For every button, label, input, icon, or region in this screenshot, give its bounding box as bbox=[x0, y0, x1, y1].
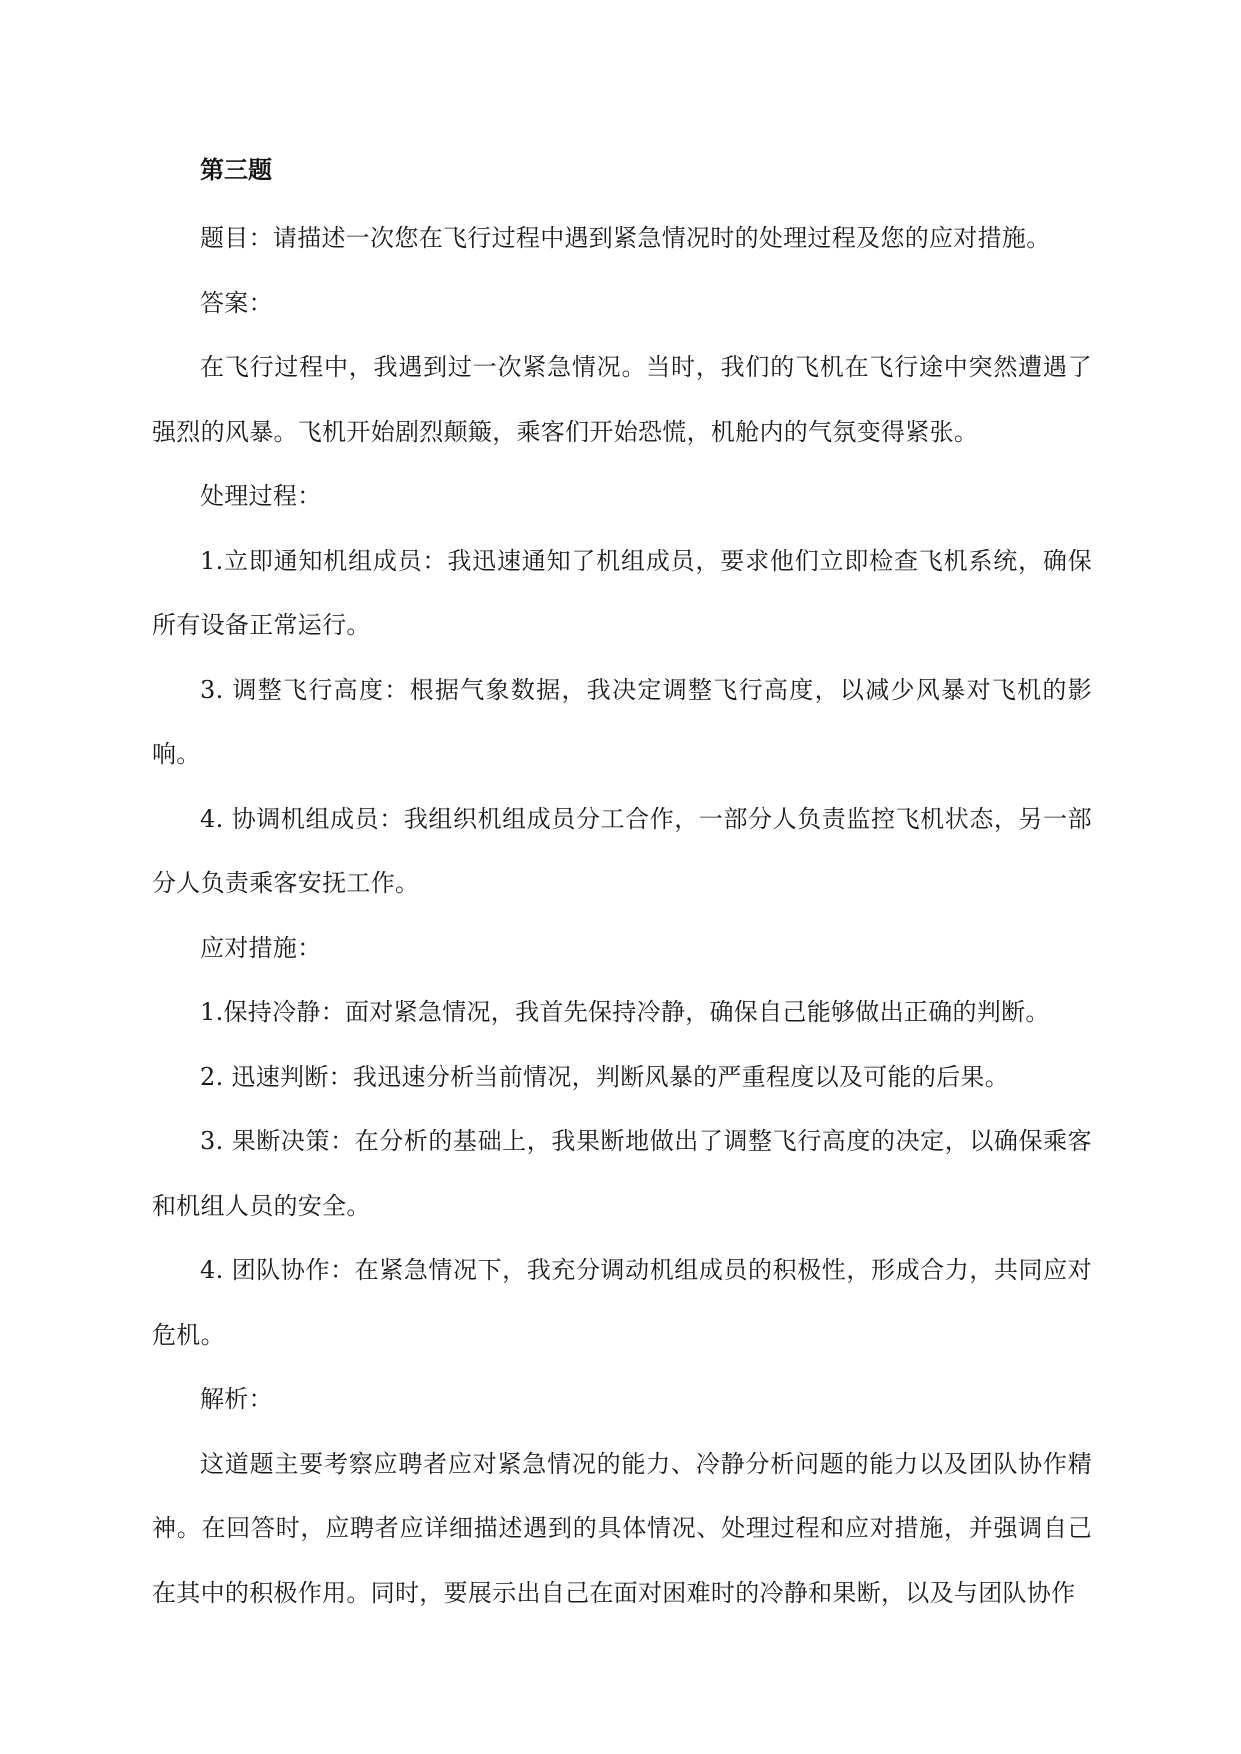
measure-item-2: 2. 迅速判断：我迅速分析当前情况，判断风暴的严重程度以及可能的后果。 bbox=[200, 1062, 1010, 1091]
answer-label: 答案： bbox=[200, 288, 273, 317]
process-label: 处理过程： bbox=[200, 482, 322, 510]
measure-item-1: 1.保持冷静：面对紧急情况，我首先保持冷静，确保自己能够做出正确的判断。 bbox=[200, 998, 1050, 1026]
question-paragraph: 题目：请描述一次您在飞行过程中遇到紧急情况时的处理过程及您的应对措施。 bbox=[200, 224, 1051, 252]
answer-paragraph: 在飞行过程中，我遇到过一次紧急情况。当时，我们的飞机在飞行途中突然遭遇了强烈的风暴。飞机开始剧烈颠簸，乘客们开始恐慌，机舱内的气氛变得紧张。 bbox=[152, 353, 1092, 446]
analysis-paragraph: 这道题主要考察应聘者应对紧急情况的能力、冷静分析问题的能力以及团队协作精神。在回答时，应聘者应详细描述遇到的具体情况、处理过程和应对措施，并强调自己在其中的积极作用。同时，要展示出自己在面对困难时的冷静和果断，以及与团队协作 bbox=[152, 1449, 1092, 1607]
document-body bbox=[152, 140, 1092, 1625]
process-item-3: 3. 调整飞行高度：根据气象数据，我决定调整飞行高度，以减少风暴对飞机的影响。 bbox=[152, 675, 1092, 768]
measure-item-3: 3. 果断决策：在分析的基础上，我果断地做出了调整飞行高度的决定，以确保乘客和机组人员的安全。 bbox=[152, 1127, 1092, 1220]
process-item-4: 4. 协调机组成员：我组织机组成员分工合作，一部分人负责监控飞机状态，另一部分人负责乘客安抚工作。 bbox=[152, 804, 1092, 897]
section-heading: 第三题 bbox=[200, 156, 272, 184]
process-item-1: 1.立即通知机组成员：我迅速通知了机组成员，要求他们立即检查飞机系统，确保所有设备正常运行。 bbox=[152, 546, 1092, 639]
analysis-label: 解析： bbox=[200, 1385, 273, 1413]
measure-item-4: 4. 团队协作：在紧急情况下，我充分调动机组成员的积极性，形成合力，共同应对危机。 bbox=[152, 1256, 1092, 1349]
measures-label: 应对措施： bbox=[200, 933, 322, 962]
